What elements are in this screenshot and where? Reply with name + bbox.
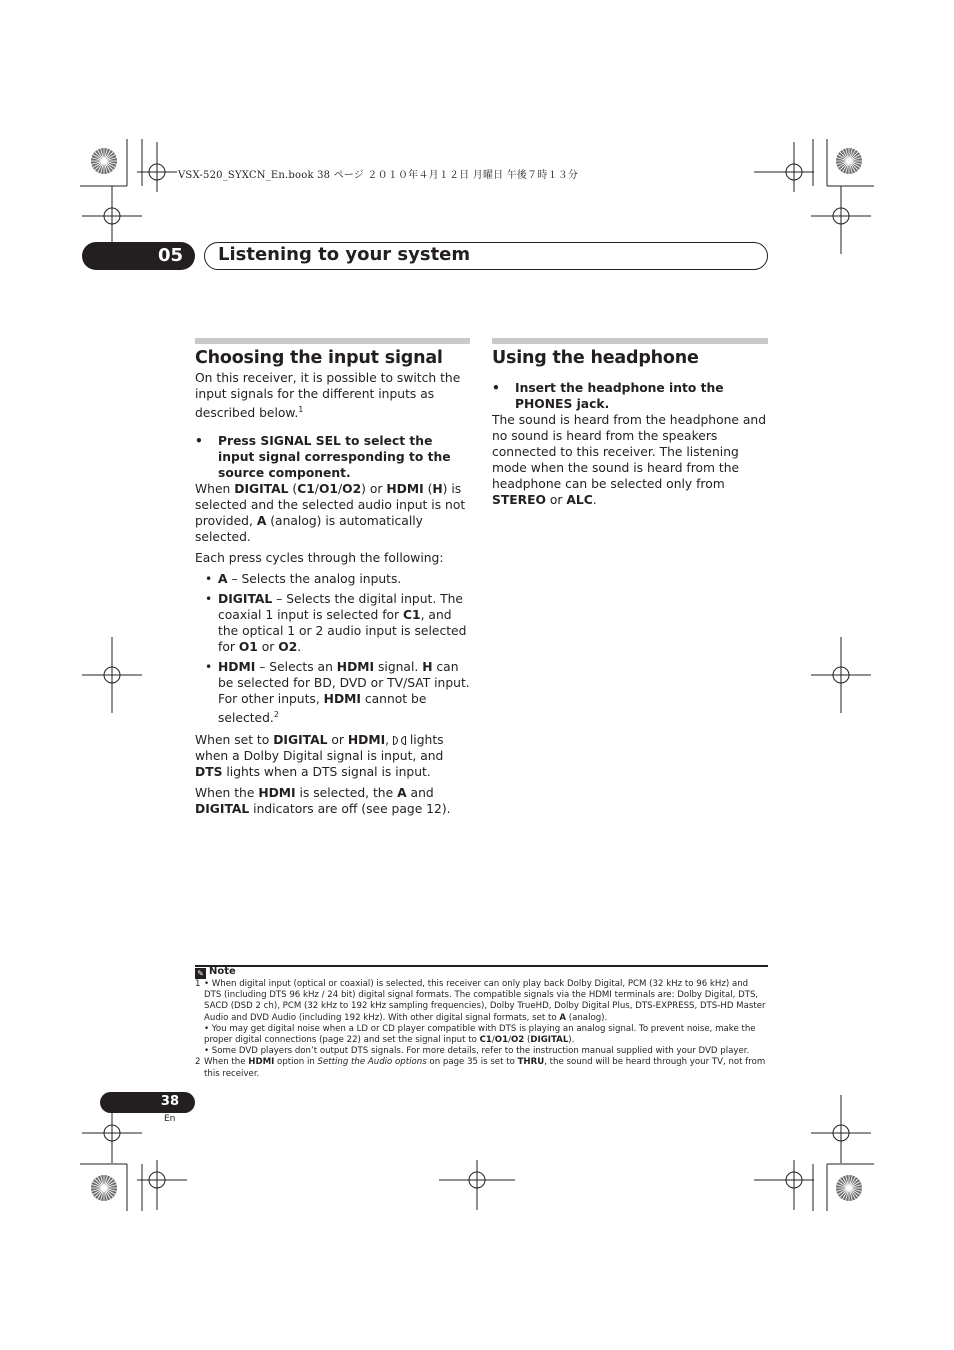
footnote-1: 1 • When digital input (optical or coaxial) is selected, this receiver can only play back Dolby Digital, PCM (32 kHz to 96 kHz) and DTS (including DTS 96 kHz / 24 bit) digital signal formats. The compatible signals via the HDMI terminals are: Dolby Digital, DTS, SACD (DSD 2 ch), PCM (32 kHz to 192 kHz sampling frequencies), Dolby TrueHD, Dolby Digital Plus, DTS-EXPRESS, DTS-HD Master Audio and DVD Audio (including 192 kHz). With other digital signal formats, set to A (analog). • You may get digital noise when a LD or CD player compatible with DTS is playing an analog signal. To prevent noise, make the proper digital connections (page 22) and set the signal input to C1/O1/O2 (DIGITAL). • Some DVD players don’t output DTS signals. For more details, refer to the instruction manual supplied with your DVD player. (195, 979, 766, 1057)
chapter-number-badge (82, 242, 195, 270)
section-title-headphone: Using the headphone (492, 348, 699, 368)
bullet-digital: • DIGITAL – Selects the digital input. The coaxial 1 input is selected for C1, and the optical 1 or 2 audio input is selected for O1 or O2. (195, 591, 470, 655)
step-instruction: • Press SIGNAL SEL to select the input signal corresponding to the source component. (195, 434, 451, 481)
note-rule (195, 965, 768, 967)
step-detail: When DIGITAL (C1/O1/O2) or HDMI (H) is selected and the selected audio input is not provided, A (analog) is automatically selected. (195, 482, 466, 545)
chapter-number: 05 (157, 245, 183, 266)
headphone-body: The sound is heard from the headphone and no sound is heard from the speakers connected to this receiver. The listening mode when the sound is heard from the headphone can be selected only from STEREO or ALC. (492, 413, 767, 507)
step-instruction-headphone: • Insert the headphone into the PHONES jack. (492, 381, 724, 411)
footnote-2: 2 When the HDMI option in Setting the Audio options on page 35 is set to THRU, the sound will be heard through your TV, not from this receiver. (195, 1057, 766, 1079)
bullet-analog: • A – Selects the analog inputs. (195, 571, 470, 587)
footnotes (195, 979, 768, 1080)
dolby-digital-icon (393, 736, 406, 745)
right-column (492, 338, 768, 513)
intro-paragraph: On this receiver, it is possible to switch the input signals for the different inputs as described below.$^1$ (195, 371, 461, 421)
paragraph-lights: When set to DIGITAL or HDMI, lights when a Dolby Digital signal is input, and DTS lights when a DTS signal is input. (195, 733, 444, 780)
note-pencil-icon: ✎ (195, 968, 206, 979)
section-title-input-signal: Choosing the input signal (195, 348, 443, 368)
footnote-ref: 2 (273, 710, 279, 720)
cycle-intro: Each press cycles through the following: (195, 551, 444, 566)
paragraph-hdmi-indicators: When the HDMI is selected, the A and DIGITAL indicators are off (see page 12). (195, 786, 451, 817)
page-language: En (164, 1114, 176, 1124)
note-heading: ✎ Note (195, 966, 236, 979)
book-file-line: VSX-520_SYXCN_En.book 38 ページ ２０１０年４月１２日 月曜日 午後７時１３分 (178, 170, 579, 181)
chapter-title-bar (204, 242, 768, 270)
bullet-hdmi: • HDMI – Selects an HDMI signal. H can be selected for BD, DVD or TV/SAT input. For other inputs, HDMI cannot be selected.$^2$ (195, 659, 470, 726)
chapter-title: Listening to your system (218, 244, 471, 265)
section-rule (195, 338, 470, 344)
page-number-badge (100, 1092, 195, 1113)
page-number: 38 (160, 1094, 179, 1109)
left-column (195, 338, 470, 822)
footnote-ref: 1 (298, 405, 304, 414)
section-rule (492, 338, 768, 344)
